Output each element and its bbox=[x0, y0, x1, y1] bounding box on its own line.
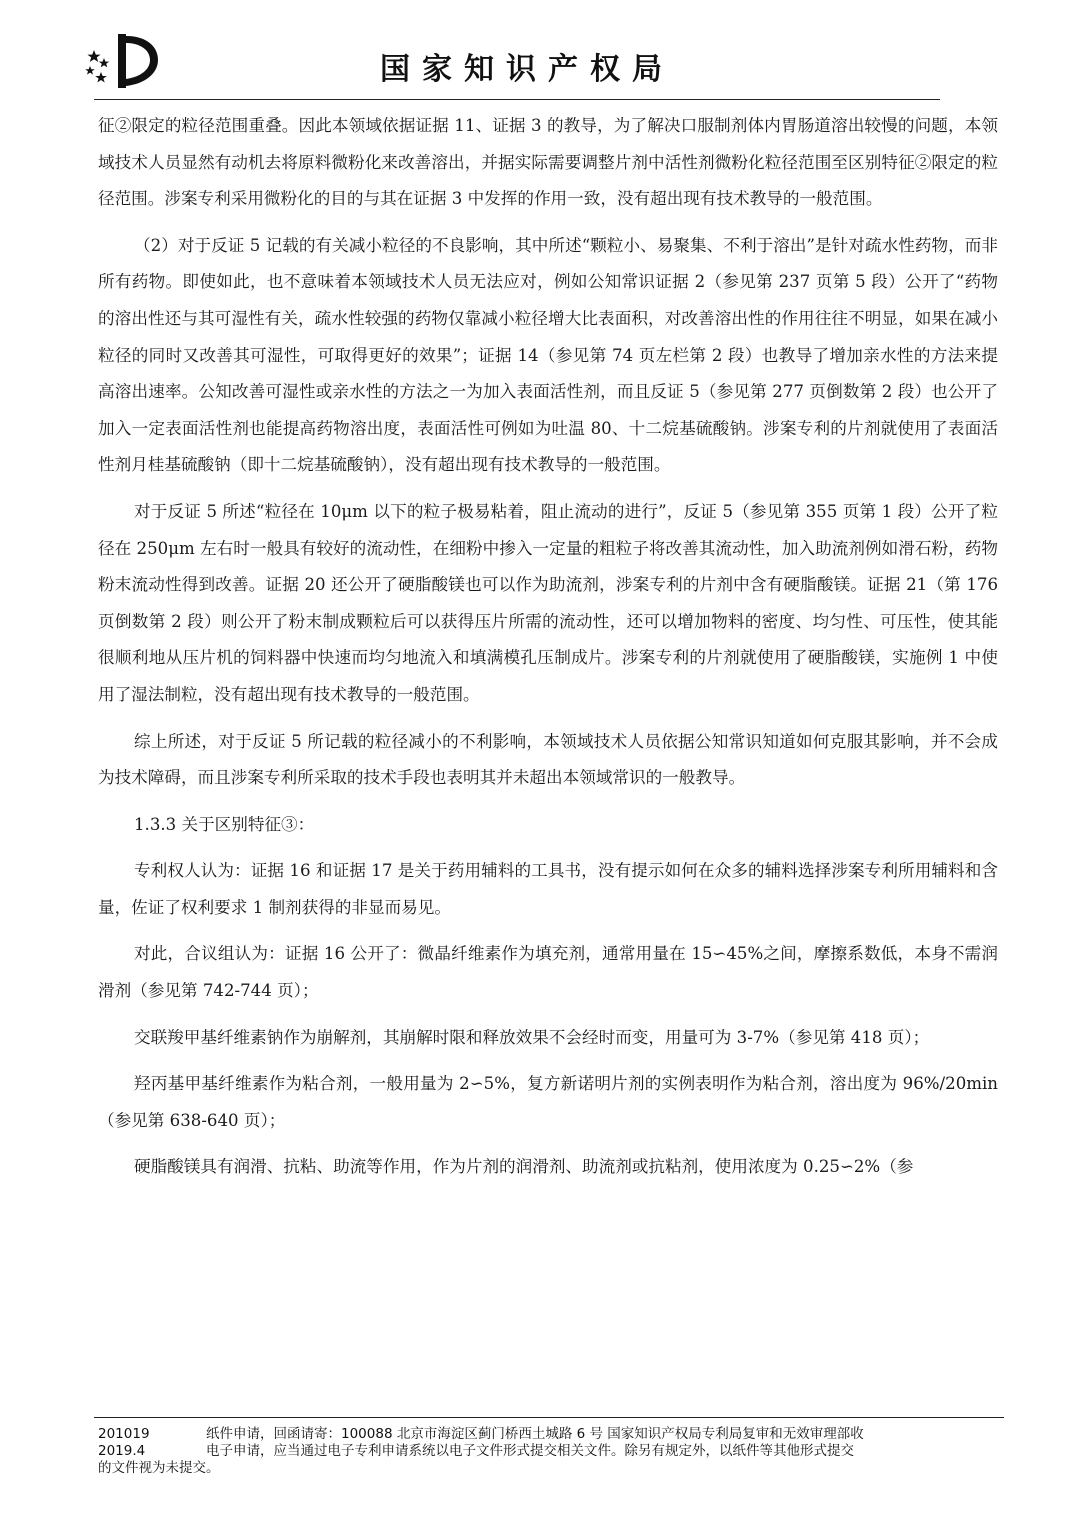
page-header bbox=[0, 0, 1080, 104]
cnipa-emblem-icon bbox=[80, 28, 164, 92]
footer-line-1 bbox=[98, 1426, 1008, 1443]
section-heading-1-3-3: 1.3.3 关于区别特征③： bbox=[134, 814, 315, 834]
paragraph-1: 征②限定的粒径范围重叠。因此本领域依据证据 11、证据 3 的教导，为了解决口服制剂体内胃肠道溶出较慢的问题，本领域技术人员显然有动机去将原料微粉化来改善溶出，并据实际需要调整片剂中活性剂微粉化粒径范围至区别特征②限定的粒径范围。涉案专利采用微粉化的目的与其在证据 3 中发挥的作用一致，没有超出现有技术教导的一般范围。 bbox=[98, 116, 998, 209]
paragraph-4: 综上所述，对于反证 5 所记载的粒径减小的不利影响，本领域技术人员依据公知常识知道如何克服其影响，并不会成为技术障碍，而且涉案专利所采取的技术手段也表明其并未超出本领域常识的一般教导。 bbox=[98, 731, 998, 788]
footer-divider bbox=[94, 1417, 1004, 1418]
footer-line-3 bbox=[98, 1460, 1008, 1477]
document-body bbox=[98, 108, 998, 1186]
form-code: 201019 bbox=[98, 1426, 150, 1442]
paragraph-5: 专利权人认为：证据 16 和证据 17 是关于药用辅料的工具书，没有提示如何在众多的辅料选择涉案专利所用辅料和含量，佐证了权利要求 1 制剂获得的非显而易见。 bbox=[98, 861, 998, 917]
paragraph-2: （2）对于反证 5 记载的有关减小粒径的不良影响，其中所述“颗粒小、易聚集、不利于溶出”是针对疏水性药物，而非所有药物。即使如此，也不意味着本领域技术人员无法应对，例如公知常识证据 2（参见第 237 页第 5 段）公开了“药物的溶出性还与其可湿性有关，疏水性较强的药物仅靠减小粒径增大比表面积，对改善溶出性的作用往往不明显，如果在减小粒径的同时又改善其可湿性，可取得更好的效果”；证据 14（参见第 74 页左栏第 2 段）也教导了增加亲水性的方法来提高溶出速率。公知改善可湿性或亲水性的方法之一为加入表面活性剂，而且反证 5（参见第 277 页倒数第 2 段）也公开了加入一定表面活性剂也能提高药物溶出度，表面活性可例如为吐温 80、十二烷基硫酸钠。涉案专利的片剂就使用了表面活性剂月桂基硫酸钠（即十二烷基硫酸钠），没有超出现有技术教导的一般范围。 bbox=[98, 235, 998, 475]
electronic-filing-note-cont: 的文件视为未提交。 bbox=[98, 1460, 220, 1476]
header-divider bbox=[94, 99, 940, 100]
mailing-address-note: 纸件申请，回函请寄：100088 北京市海淀区蓟门桥西土城路 6 号 国家知识产权局专利局复审和无效审理部收 bbox=[206, 1426, 864, 1442]
paragraph-8: 羟丙基甲基纤维素作为粘合剂，一般用量为 2∽5%，复方新诺明片剂的实例表明作为粘合剂，溶出度为 96%/20min（参见第 638-640 页）； bbox=[98, 1074, 998, 1130]
paragraph-6: 对此，合议组认为：证据 16 公开了：微晶纤维素作为填充剂，通常用量在 15∽45%之间，摩擦系数低，本身不需润滑剂（参见第 742-744 页）； bbox=[98, 944, 998, 1001]
paragraph-9: 硬脂酸镁具有润滑、抗粘、助流等作用，作为片剂的润滑剂、助流剂或抗粘剂，使用浓度为 0.25∽2%（参 bbox=[134, 1157, 914, 1177]
agency-title: 国家知识产权局 bbox=[380, 52, 674, 87]
page-footer bbox=[98, 1426, 1008, 1477]
paragraph-3: 对于反证 5 所述“粒径在 10μm 以下的粒子极易粘着，阻止流动的进行”，反证 5（参见第 355 页第 1 段）公开了粒径在 250μm 左右时一般具有较好的流动性，在细粉中掺入一定量的粗粒子将改善其流动性，加入助流剂例如滑石粉，药物粉末流动性得到改善。证据 20 还公开了硬脂酸镁也可以作为助流剂，涉案专利的片剂中含有硬脂酸镁。证据 21（第 176 页倒数第 2 段）则公开了粉末制成颗粒后可以获得压片所需的流动性，还可以增加物料的密度、均匀性、可压性，使其能很顺利地从压片机的饲料器中快速而均匀地流入和填满模孔压制成片。涉案专利的片剂就使用了硬脂酸镁，实施例 1 中使用了湿法制粒，没有超出现有技术教导的一般范围。 bbox=[98, 501, 998, 704]
paragraph-7: 交联羧甲基纤维素钠作为崩解剂，其崩解时限和释放效果不会经时而变，用量可为 3-7%（参见第 418 页）； bbox=[134, 1027, 930, 1047]
form-version: 2019.4 bbox=[98, 1443, 146, 1459]
footer-line-2 bbox=[98, 1443, 1008, 1460]
electronic-filing-note: 电子申请，应当通过电子专利申请系统以电子文件形式提交相关文件。除另有规定外，以纸件等其他形式提交 bbox=[206, 1443, 854, 1459]
